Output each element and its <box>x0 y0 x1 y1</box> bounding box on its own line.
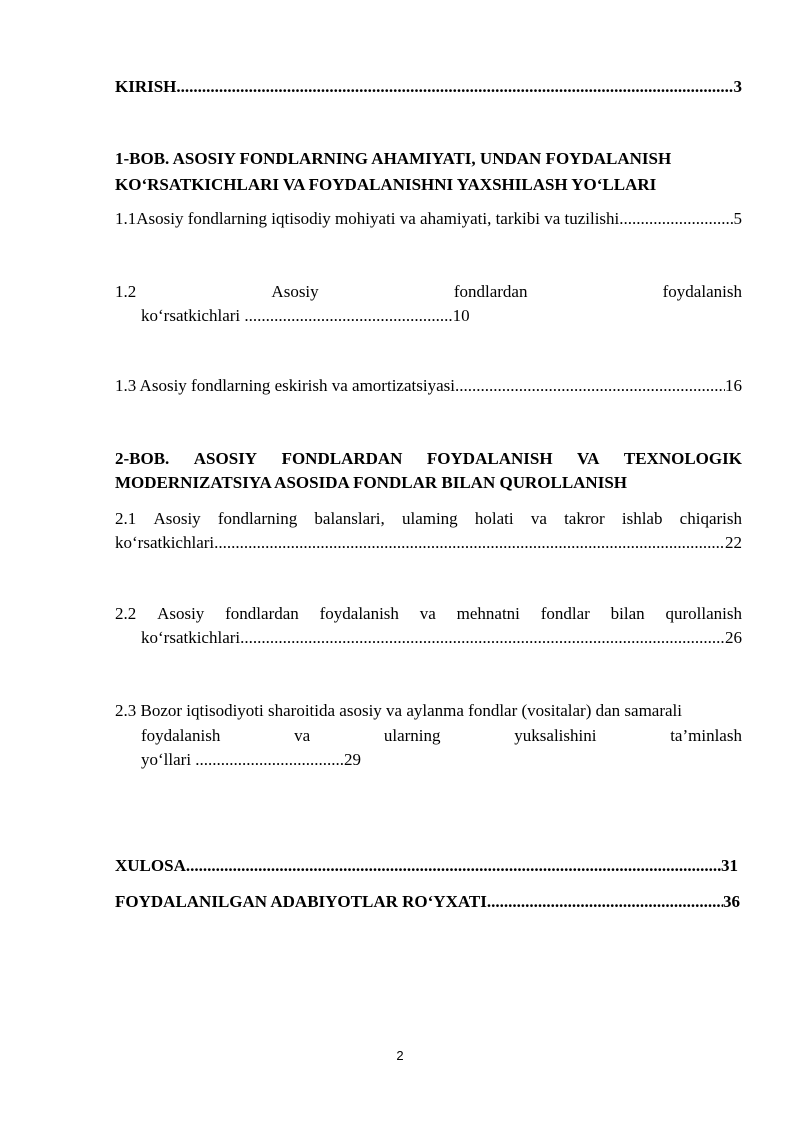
toc-entry-intro <box>115 76 742 98</box>
toc-page: 31 <box>721 856 738 875</box>
toc-entry-2-2-line-2 <box>141 627 742 649</box>
toc-entry-references <box>115 891 740 913</box>
toc-page: 26 <box>725 628 742 647</box>
toc-num: 1.1 <box>115 209 137 228</box>
chapter-2-heading-line-2: MODERNIZATSIYA ASOSIDA FONDLAR BILAN QUROLLANISH <box>115 473 628 492</box>
toc-entry-conclusion <box>115 855 738 877</box>
page-number: 2 <box>396 1048 404 1063</box>
chapter-1-heading-line-2: KO‘RSATKICHLARI VA FOYDALANISHNI YAXSHILASH YO‘LLARI <box>115 175 657 194</box>
toc-entry-1-3 <box>115 375 742 397</box>
toc-entry-1-2-line-1 <box>115 281 742 303</box>
toc-page: 10 <box>452 306 470 325</box>
toc-title: XULOSA <box>115 856 186 875</box>
toc-word: Asosiy <box>271 282 319 301</box>
toc-page: 16 <box>725 376 742 395</box>
toc-entry-2-1-line-1: 2.1 Asosiy fondlarning balanslari, ulaming holati va takror ishlab chiqarish <box>115 509 742 528</box>
toc-title: ko‘rsatkichlari <box>141 628 241 647</box>
toc-page: 5 <box>733 209 742 228</box>
toc-title: ko‘rsatkichlari <box>141 306 241 325</box>
toc-entry-2-1-line-2 <box>115 532 742 554</box>
toc-title: KIRISH <box>115 77 177 96</box>
toc-entry-2-3-line-3: yo‘llari ...................................29 <box>141 750 362 769</box>
toc-entry-1-2-line-2: ko‘rsatkichlari .................................................10 <box>141 306 470 325</box>
chapter-2-heading-line-1: 2-BOB. ASOSIY FONDLARDAN FOYDALANISH VA TEXNOLOGIK <box>115 449 742 468</box>
toc-num: 1.2 <box>115 282 137 301</box>
toc-entry-2-3-line-1: 2.3 Bozor iqtisodiyoti sharoitida asosiy va aylanma fondlar (vositalar) dan samarali <box>115 701 682 720</box>
toc-title: FOYDALANILGAN ADABIYOTLAR RO‘YXATI <box>115 892 487 911</box>
toc-title: yo‘llari <box>141 750 192 769</box>
toc-word: foydalanish <box>662 282 742 301</box>
toc-word: fondlardan <box>453 282 528 301</box>
toc-title: 1.3 Asosiy fondlarning eskirish va amortizatsiyasi <box>115 376 455 395</box>
toc-title: Asosiy fondlarning iqtisodiy mohiyati va ahamiyati, tarkibi va tuzilishi <box>136 209 620 228</box>
toc-page: 29 <box>344 750 362 769</box>
toc-entry-2-2-line-1: 2.2 Asosiy fondlardan foydalanish va mehnatni fondlar bilan qurollanish <box>115 604 742 623</box>
chapter-1-heading-line-1: 1-BOB. ASOSIY FONDLARNING AHAMIYATI, UNDAN FOYDALANISH <box>115 149 672 168</box>
toc-page: 22 <box>725 533 742 552</box>
toc-page: 36 <box>723 892 740 911</box>
toc-entry-2-3-line-2: foydalanish va ularning yuksalishini ta’minlash <box>141 726 742 745</box>
toc-title: ko‘rsatkichlari <box>115 533 215 552</box>
toc-entry-1-1 <box>115 208 742 230</box>
toc-page: 3 <box>733 77 742 96</box>
